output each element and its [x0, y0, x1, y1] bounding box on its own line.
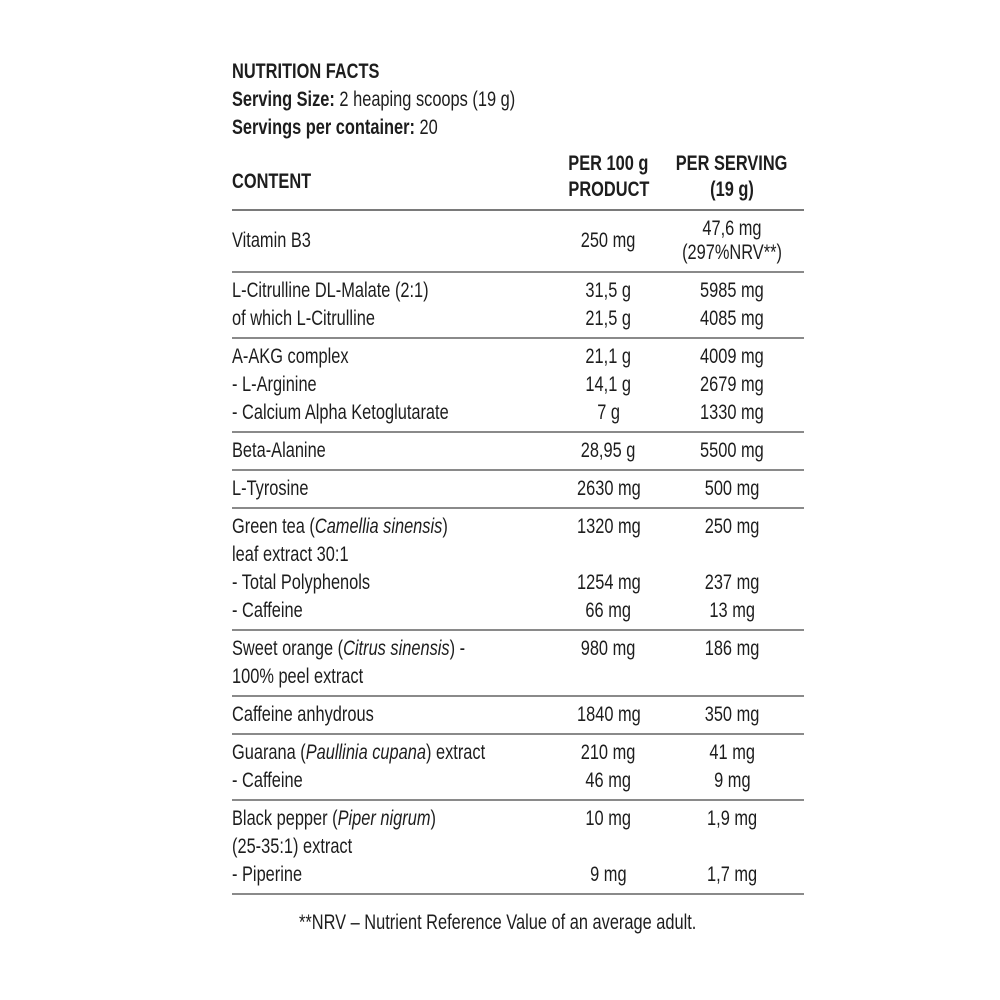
- col-serving-header: PER SERVING (19 g): [660, 145, 803, 210]
- row-name: - L-Arginine: [232, 373, 317, 396]
- col-content-header: CONTENT: [232, 145, 557, 210]
- row-serving: 186 mg: [704, 637, 760, 660]
- col-per100-header: PER 100 g PRODUCT: [557, 145, 661, 210]
- table-row: [232, 696, 804, 734]
- serving-size-label: Serving Size:: [232, 88, 335, 111]
- row-per100: 250 mg: [581, 229, 636, 252]
- servings-per-container: [232, 114, 764, 142]
- serving-size-value: 2 heaping scoops (19 g): [339, 88, 516, 111]
- row-name: Black pepper (Piper nigrum): [232, 807, 436, 830]
- row-serving: 1,9 mg: [706, 807, 758, 830]
- servings-value: 20: [419, 116, 438, 139]
- nrv-footnote: **NRV – Nutrient Reference Value of an average adult.: [299, 911, 697, 934]
- table-row: [232, 210, 804, 272]
- row-name-line2: 100% peel extract: [232, 665, 364, 688]
- table-row: [232, 272, 804, 338]
- row-per100: 7 g: [597, 401, 620, 424]
- table-row: [232, 630, 804, 696]
- row-serving: 9 mg: [713, 769, 751, 792]
- row-per100: 1840 mg: [576, 703, 641, 726]
- row-per100: 9 mg: [590, 863, 627, 886]
- row-per100: 210 mg: [581, 741, 636, 764]
- row-per100: 1254 mg: [576, 571, 641, 594]
- latin-name: Camellia sinensis: [314, 515, 443, 538]
- row-per100: 1320 mg: [576, 515, 641, 538]
- row-per100: 2630 mg: [576, 477, 641, 500]
- row-name-line2: (25-35:1) extract: [232, 835, 353, 858]
- row-per100: 21,5 g: [585, 307, 632, 330]
- row-per100: 14,1 g: [585, 373, 632, 396]
- row-serving: 5500 mg: [700, 439, 764, 462]
- row-per100: 21,1 g: [585, 345, 632, 368]
- latin-name: Citrus sinensis: [343, 637, 450, 660]
- table-row: [232, 432, 804, 470]
- table-row: [232, 800, 804, 894]
- row-name: Sweet orange (Citrus sinensis) -: [232, 637, 466, 660]
- row-name: L-Tyrosine: [232, 477, 309, 500]
- row-name: A-AKG complex: [232, 345, 349, 368]
- row-name: Beta-Alanine: [232, 439, 326, 462]
- row-serving: 47,6 mg: [702, 217, 762, 240]
- row-serving: 2679 mg: [700, 373, 764, 396]
- row-name: L-Citrulline DL-Malate (2:1): [232, 279, 429, 302]
- row-serving: 237 mg: [704, 571, 760, 594]
- row-name: of which L-Citrulline: [232, 307, 375, 330]
- row-serving: 13 mg: [709, 599, 755, 622]
- title-text: NUTRITION FACTS: [232, 60, 380, 83]
- row-name: - Caffeine: [232, 769, 303, 792]
- table-row: [232, 508, 804, 630]
- row-per100: 10 mg: [585, 807, 632, 830]
- row-name: - Caffeine: [232, 599, 303, 622]
- row-serving: 350 mg: [704, 703, 760, 726]
- row-name: - Piperine: [232, 863, 303, 886]
- servings-label: Servings per container:: [232, 116, 415, 139]
- table-row: [232, 338, 804, 432]
- serving-size: [232, 86, 764, 114]
- row-per100: 980 mg: [581, 637, 636, 660]
- row-serving: 1330 mg: [700, 401, 764, 424]
- page-title: [232, 58, 764, 86]
- table-row: [232, 470, 804, 508]
- row-name-line2: leaf extract 30:1: [232, 543, 349, 566]
- row-serving: 4085 mg: [700, 307, 764, 330]
- row-serving: 250 mg: [704, 515, 760, 538]
- row-name: Green tea (Camellia sinensis): [232, 515, 448, 538]
- latin-name: Paullinia cupana: [305, 741, 426, 764]
- row-serving: 4009 mg: [700, 345, 764, 368]
- nutrition-header: [232, 58, 764, 142]
- row-name: Vitamin B3: [232, 229, 311, 252]
- row-name: Guarana (Paullinia cupana) extract: [232, 741, 486, 764]
- table-row: [232, 734, 804, 800]
- row-per100: 66 mg: [585, 599, 632, 622]
- row-name: - Total Polyphenols: [232, 571, 371, 594]
- row-serving: 1,7 mg: [706, 863, 758, 886]
- row-name: Caffeine anhydrous: [232, 703, 374, 726]
- table-header-row: [232, 145, 804, 210]
- row-per100: 28,95 g: [581, 439, 636, 462]
- row-serving: 5985 mg: [700, 279, 764, 302]
- row-per100: 31,5 g: [585, 279, 632, 302]
- latin-name: Piper nigrum: [337, 807, 431, 830]
- row-serving: 500 mg: [704, 477, 760, 500]
- row-name: - Calcium Alpha Ketoglutarate: [232, 401, 449, 424]
- row-serving: 41 mg: [709, 741, 755, 764]
- row-per100: 46 mg: [585, 769, 632, 792]
- nutrition-table: [232, 145, 804, 895]
- row-serving-nrv: (297%NRV**): [682, 241, 782, 264]
